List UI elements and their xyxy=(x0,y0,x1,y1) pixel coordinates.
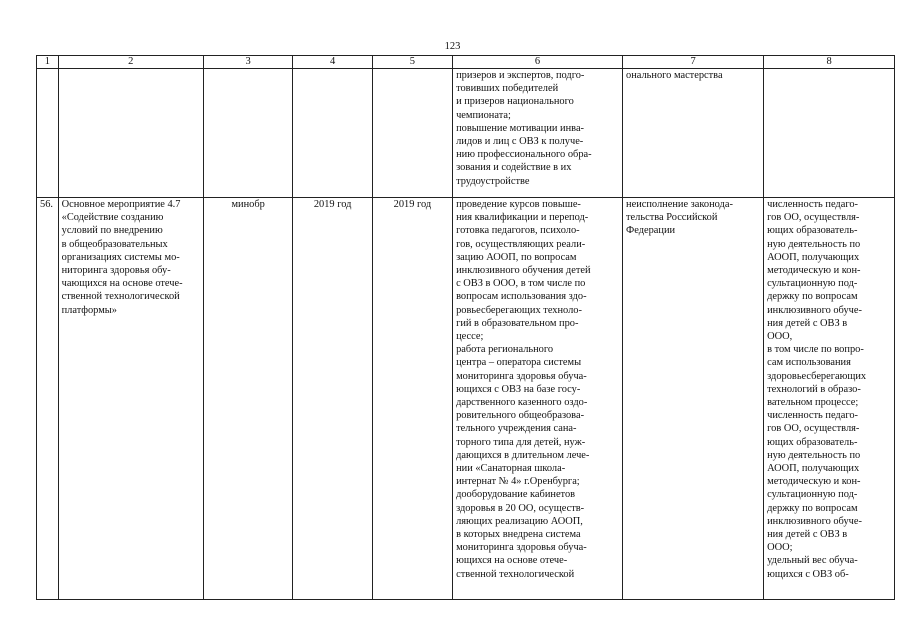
cell-start-date xyxy=(293,69,372,198)
header-col-4: 4 xyxy=(293,56,372,69)
cell-measure-name xyxy=(58,69,203,198)
cell-consequences: онального мастерства xyxy=(623,69,764,198)
header-col-5: 5 xyxy=(372,56,452,69)
page-number: 123 xyxy=(444,41,461,52)
measures-table xyxy=(36,55,895,600)
cell-end-date: 2019 год xyxy=(372,198,452,600)
cell-end-date xyxy=(372,69,452,198)
table-row-56 xyxy=(37,198,895,600)
cell-indicators xyxy=(764,69,895,198)
cell-measure-name: Основное мероприятие 4.7 «Содействие созданию условий по внедрению в общеобразовательных организациях системы мо- ниторинга здоровья обу- чающихся на основе отече- ственной технологической платформы» xyxy=(58,198,203,600)
cell-expected-result: проведение курсов повыше- ния квалификации и перепод- готовка педагогов, психоло- гов, осуществляющих реали- зацию АООП, по вопросам инклюзивного обучения детей с ОВЗ в ООО, в том числе по вопросам использования здо- ровьесберегающих техноло- гий в образовательном про- цессе; работа регионального центра – оператора системы мониторинга здоровья обуча- ющихся с ОВЗ на базе госу- дарственного казенного оздо- ровительного общеобразова- тельного учреждения сана- торного типа для детей, нуж- дающихся в длительном лече- нии «Санаторная школа- интернат № 4» г.Оренбурга; дооборудование кабинетов здоровья в 20 ОО, осуществ- ляющих реализацию АООП, в которых внедрена система мониторинга здоровья обуча- ющихся на основе отече- ственной технологической xyxy=(453,198,623,600)
cell-consequences: неисполнение законода- тельства Российской Федерации xyxy=(623,198,764,600)
cell-executor xyxy=(203,69,293,198)
cell-expected-result: призеров и экспертов, подго- товивших победителей и призеров национального чемпионата; повышение мотивации инва- лидов и лиц с ОВЗ к получе- нию профессионального обра- зования и содействие в их трудоустройстве xyxy=(453,69,623,198)
cell-indicators: численность педаго- гов ОО, осуществля- ющих образователь- ную деятельность по АООП, получающих методическую и кон- сультационную под- держку по вопросам инклюзивного обуче- ния детей с ОВЗ в ООО, в том числе по вопро- сам использования здоровьесберегающих технологий в образо- вательном процессе; численность педаго- гов ОО, осуществля- ющих образователь- ную деятельность по АООП, получающих методическую и кон- сультационную под- держку по вопросам инклюзивного обуче- ния детей с ОВЗ в ООО; удельный вес обуча- ющихся с ОВЗ об- xyxy=(764,198,895,600)
header-col-1: 1 xyxy=(37,56,59,69)
header-row xyxy=(37,56,895,69)
header-col-7: 7 xyxy=(623,56,764,69)
cell-number xyxy=(37,69,59,198)
header-col-3: 3 xyxy=(203,56,293,69)
cell-number: 56. xyxy=(37,198,59,600)
cell-executor: минобр xyxy=(203,198,293,600)
cell-start-date: 2019 год xyxy=(293,198,372,600)
table-row-continuation xyxy=(37,69,895,198)
header-col-6: 6 xyxy=(453,56,623,69)
header-col-2: 2 xyxy=(58,56,203,69)
header-col-8: 8 xyxy=(764,56,895,69)
